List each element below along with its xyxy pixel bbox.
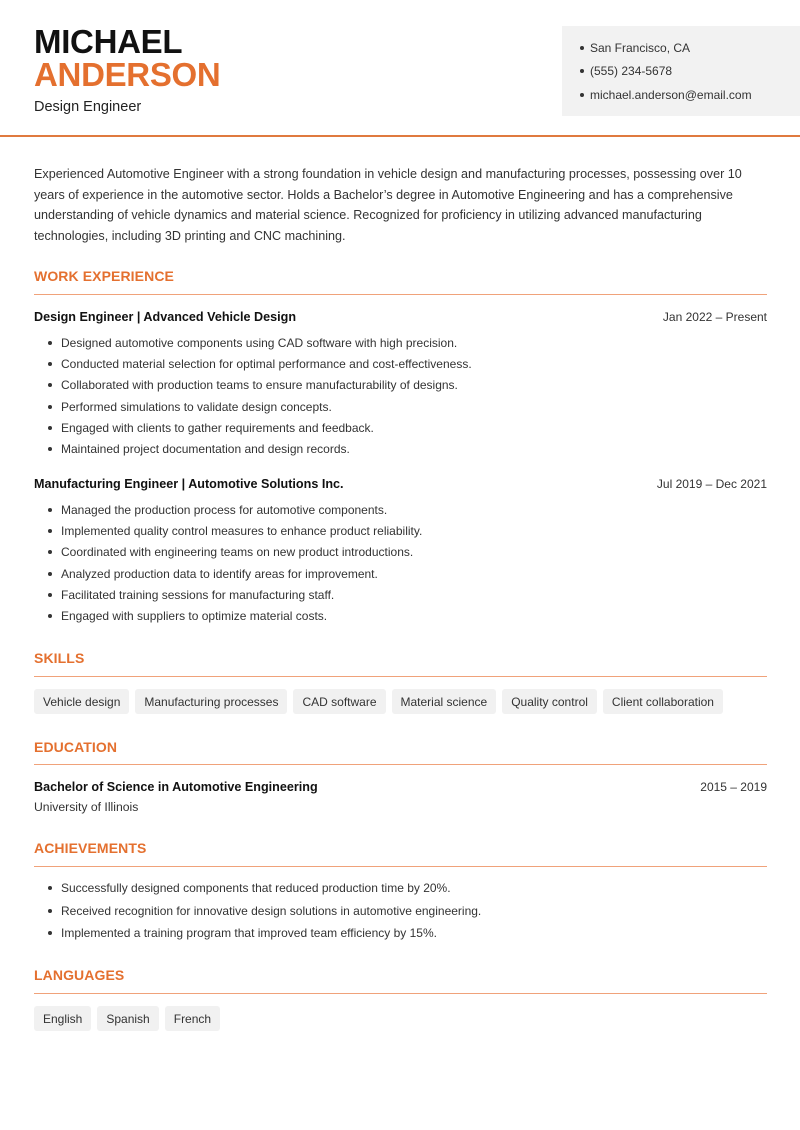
bullet-text: Facilitated training sessions for manufacturing staff. xyxy=(61,587,335,602)
bullet-text: Analyzed production data to identify areas for improvement. xyxy=(61,566,378,581)
bullet-text: Performed simulations to validate design concepts. xyxy=(61,399,332,414)
bullet-text: Collaborated with production teams to ensure manufacturability of designs. xyxy=(61,378,458,393)
bullet-icon xyxy=(48,931,52,935)
skill-chip: Material science xyxy=(392,689,497,714)
list-item xyxy=(34,542,422,563)
achievement-bullets xyxy=(34,877,481,945)
list-item xyxy=(34,332,472,353)
list-item xyxy=(34,922,481,945)
list-item xyxy=(34,584,422,605)
list-item xyxy=(34,353,472,374)
job-bullets xyxy=(34,499,422,627)
language-chip: Spanish xyxy=(97,1006,158,1031)
job-bullets xyxy=(34,332,472,460)
bullet-icon xyxy=(48,426,52,430)
language-chip: French xyxy=(165,1006,220,1031)
phone-text: (555) 234-5678 xyxy=(590,64,673,79)
work-experience-heading: WORK EXPERIENCE xyxy=(34,268,174,284)
list-item xyxy=(34,499,422,520)
bullet-text: Managed the production process for automotive components. xyxy=(61,502,388,517)
role-title: Design Engineer xyxy=(34,99,142,115)
contact-email xyxy=(580,83,800,107)
school-name: University of Illinois xyxy=(34,800,139,814)
bullet-icon xyxy=(48,447,52,451)
section-divider xyxy=(34,764,767,765)
list-item xyxy=(34,605,422,626)
contact-box xyxy=(562,26,800,116)
bullet-text: Successfully designed components that reduced production time by 20%. xyxy=(61,881,451,896)
language-chip: English xyxy=(34,1006,91,1031)
skill-chip: Vehicle design xyxy=(34,689,129,714)
bullet-icon xyxy=(48,341,52,345)
first-name: MICHAEL xyxy=(34,23,183,60)
bullet-text: Implemented quality control measures to enhance product reliability. xyxy=(61,523,423,538)
skill-chip: CAD software xyxy=(293,689,385,714)
bullet-icon xyxy=(48,508,52,512)
bullet-icon xyxy=(580,69,584,73)
education-heading: EDUCATION xyxy=(34,739,118,755)
section-divider xyxy=(34,676,767,677)
languages-list xyxy=(34,1006,220,1031)
bullet-icon xyxy=(48,886,52,890)
list-item xyxy=(34,375,472,396)
section-divider xyxy=(34,866,767,867)
contact-location xyxy=(580,36,800,60)
bullet-icon xyxy=(48,614,52,618)
skills-list xyxy=(34,689,723,714)
bullet-icon xyxy=(580,46,584,50)
bullet-text: Engaged with suppliers to optimize material costs. xyxy=(61,609,328,624)
list-item xyxy=(34,520,422,541)
list-item xyxy=(34,900,481,923)
job-dates: Jan 2022 – Present xyxy=(662,310,767,324)
bullet-icon xyxy=(48,362,52,366)
bullet-text: Conducted material selection for optimal performance and cost-effectiveness. xyxy=(61,356,472,371)
education-dates: 2015 – 2019 xyxy=(700,780,767,794)
bullet-icon xyxy=(48,572,52,576)
bullet-text: Implemented a training program that improved team efficiency by 15%. xyxy=(61,926,437,941)
degree-title: Bachelor of Science in Automotive Engineering xyxy=(34,780,318,794)
contact-phone xyxy=(580,60,800,84)
skills-heading: SKILLS xyxy=(34,650,85,666)
list-item xyxy=(34,438,472,459)
email-text: michael.anderson@email.com xyxy=(590,87,752,102)
bullet-text: Coordinated with engineering teams on new product introductions. xyxy=(61,545,414,560)
bullet-text: Engaged with clients to gather requirements and feedback. xyxy=(61,420,374,435)
location-text: San Francisco, CA xyxy=(590,40,691,55)
list-item xyxy=(34,563,422,584)
bullet-icon xyxy=(580,93,584,97)
last-name: ANDERSON xyxy=(34,56,221,93)
resume-header xyxy=(0,0,800,137)
section-divider xyxy=(34,294,767,295)
job-title: Design Engineer | Advanced Vehicle Design xyxy=(34,310,297,324)
skill-chip: Quality control xyxy=(502,689,597,714)
bullet-text: Maintained project documentation and design records. xyxy=(61,442,350,457)
section-divider xyxy=(34,993,767,994)
achievements-heading: ACHIEVEMENTS xyxy=(34,840,147,856)
bullet-icon xyxy=(48,405,52,409)
list-item xyxy=(34,877,481,900)
bullet-text: Designed automotive components using CAD software with high precision. xyxy=(61,335,458,350)
list-item xyxy=(34,417,472,438)
job-dates: Jul 2019 – Dec 2021 xyxy=(656,477,767,491)
languages-heading: LANGUAGES xyxy=(34,967,125,983)
list-item xyxy=(34,396,472,417)
bullet-icon xyxy=(48,383,52,387)
skill-chip: Client collaboration xyxy=(603,689,723,714)
bullet-text: Received recognition for innovative design solutions in automotive engineering. xyxy=(61,903,482,918)
bullet-icon xyxy=(48,593,52,597)
summary-paragraph: Experienced Automotive Engineer with a strong foundation in vehicle design and manufacturing processes, possessing over 10 years of experience in the automotive sector. Holds a Bachelor’s degree in Automotive Engineering and has a comprehensive understanding of vehicle dynamics and material science. Recognized for proficiency in utilizing advanced manufacturing technologies, including 3D printing and CNC machining. xyxy=(34,167,742,243)
bullet-icon xyxy=(48,550,52,554)
job-title: Manufacturing Engineer | Automotive Solutions Inc. xyxy=(34,477,344,491)
bullet-icon xyxy=(48,529,52,533)
bullet-icon xyxy=(48,909,52,913)
skill-chip: Manufacturing processes xyxy=(135,689,287,714)
